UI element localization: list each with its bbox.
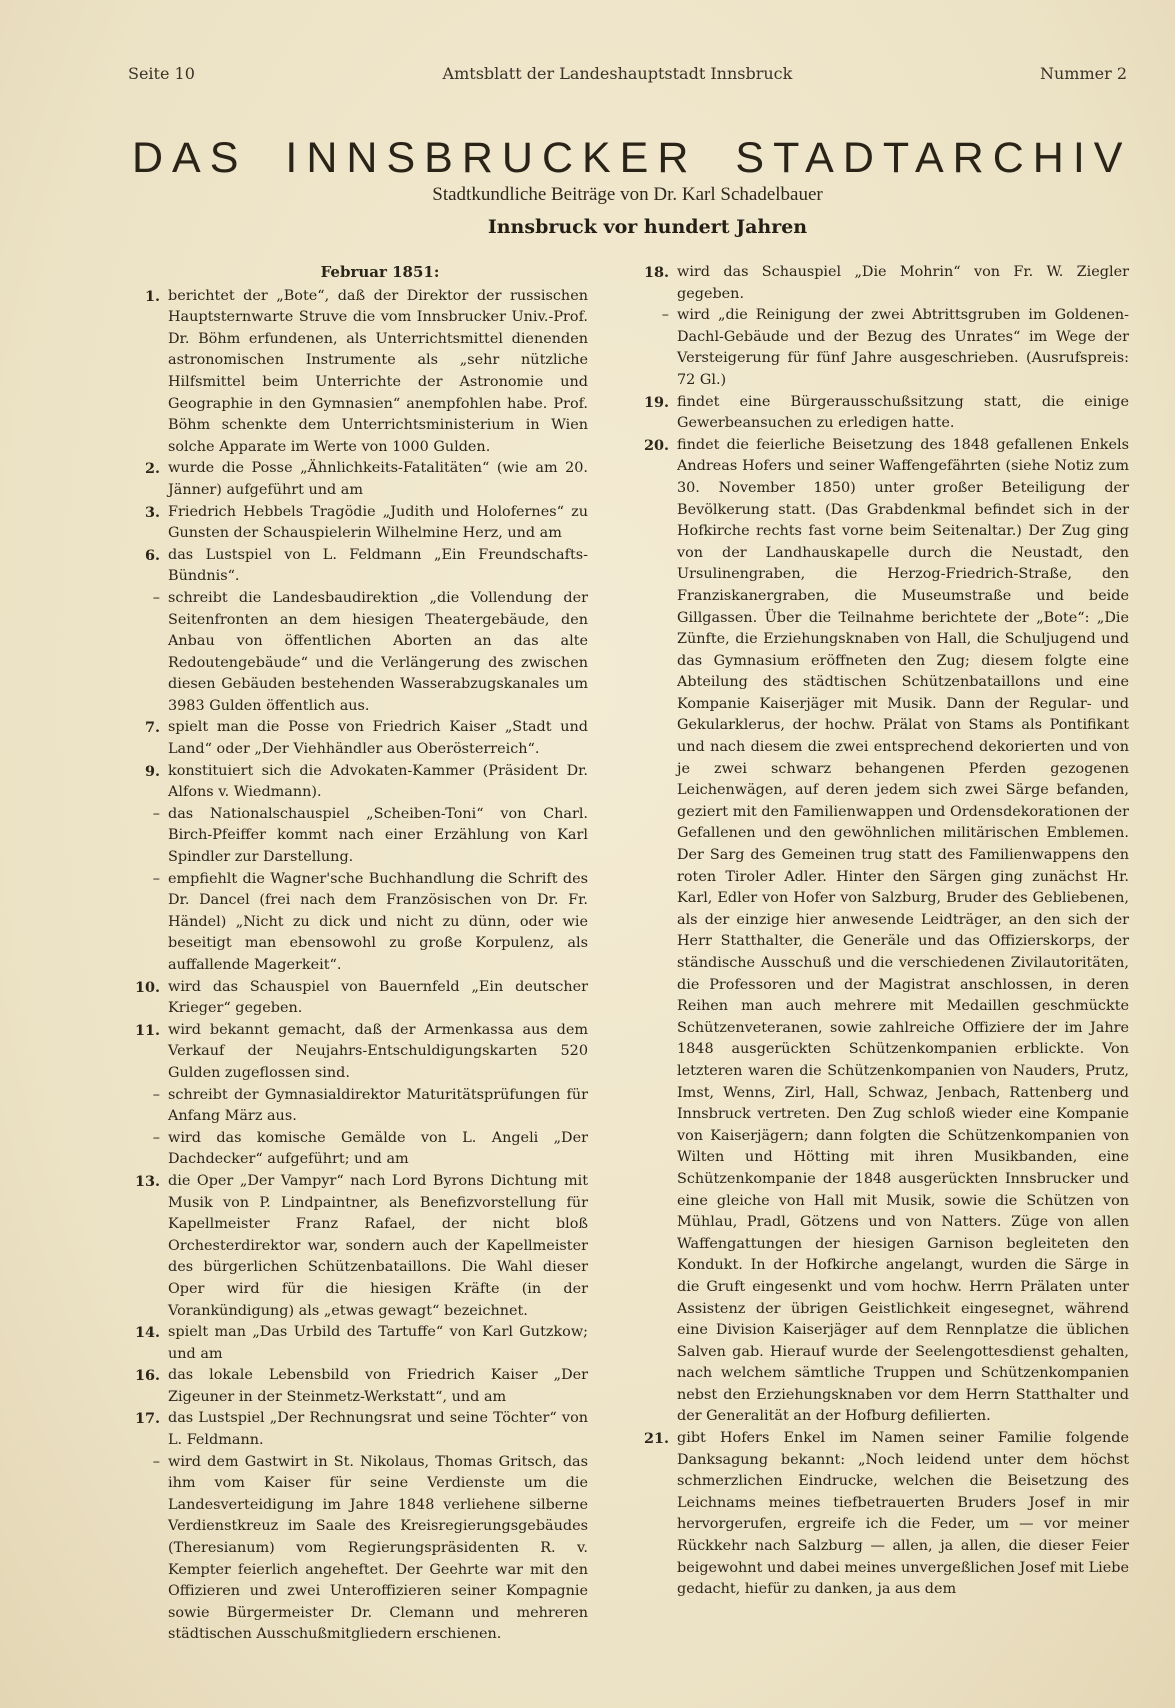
- publication-title: Amtsblatt der Landeshauptstadt Innsbruck: [442, 64, 793, 83]
- left-column: [132, 262, 588, 1646]
- chronicle-entry: [132, 458, 588, 501]
- entry-text: findet eine Bürgerausschußsitzung statt, die einige Gewerbeansuchen zu erledigen hatte.: [677, 393, 1129, 432]
- entry-text: empfiehlt die Wagner'sche Buchhandlung die Schrift des Dr. Dancel (frei nach dem Französischen von Dr. Fr. Händel) „Nicht zu dick und nicht zu dünn, oder wie beseitigt man ebensowohl zu große Korpulenz, als auffallende Magerkeit“.: [168, 870, 588, 973]
- entry-text: das Nationalschauspiel „Scheiben-Toni“ von Charl. Birch-Pfeiffer kommt nach einer Erzählung von Karl Spindler zur Darstellung.: [168, 805, 588, 866]
- entry-date: 1.: [144, 287, 160, 305]
- entry-date: 13.: [134, 1172, 160, 1190]
- chronicle-entry: [132, 1020, 588, 1085]
- entry-text: konstituiert sich die Advokaten-Kammer (Präsident Dr. Alfons v. Wiedmann).: [168, 762, 588, 801]
- entry-text: gibt Hofers Enkel im Namen seiner Familie folgende Danksagung bekannt: „Noch leidend unter dem höchst schmerzlichen Eindrucke, welchen die Beisetzung des Leichnams meines tiefbetrauerten Bruders Josef in mir hervorgerufen, ergreife ich die Feder, um — vor meiner Rückkehr nach Salzburg — allen, ja allen, die dieser Feier beigewohnt und dabei meines unvergeßlichen Josef mit Liebe gedacht, hiefür zu danken, ja aus dem: [677, 1430, 1129, 1598]
- left-entry-list: [132, 286, 588, 1646]
- chronicle-entry: [132, 1085, 588, 1128]
- entry-date: –: [152, 805, 160, 822]
- section-title: Innsbruck vor hundert Jahren: [487, 216, 808, 238]
- chronicle-entry: [132, 717, 588, 760]
- issue-number: Nummer 2: [1039, 64, 1127, 83]
- entry-date: 19.: [643, 393, 669, 411]
- entry-date: 6.: [144, 546, 160, 564]
- month-heading: Februar 1851:: [320, 263, 440, 281]
- chronicle-entry: [132, 1452, 588, 1646]
- entry-date: 20.: [643, 436, 669, 454]
- entry-text: das Lustspiel „Der Rechnungsrat und seine Töchter“ von L. Feldmann.: [168, 1410, 588, 1449]
- entry-date: –: [152, 870, 160, 887]
- chronicle-entry: [132, 1322, 588, 1365]
- entry-date: 10.: [134, 978, 160, 996]
- chronicle-entry: [132, 1408, 588, 1451]
- entry-text: Friedrich Hebbels Tragödie „Judith und Holofernes“ zu Gunsten der Schauspielerin Wilhelmine Herz, und am: [168, 503, 588, 542]
- chronicle-entry: [641, 305, 1129, 391]
- masthead: [132, 134, 1132, 183]
- entry-date: 7.: [144, 719, 160, 737]
- entry-date: 14.: [134, 1324, 160, 1342]
- chronicle-entry: [132, 1365, 588, 1408]
- entry-text: wird das komische Gemälde von L. Angeli „Der Dachdecker“ aufgeführt; und am: [168, 1129, 588, 1168]
- entry-date: 17.: [134, 1410, 160, 1428]
- chronicle-entry: [132, 1128, 588, 1171]
- chronicle-entry: [641, 392, 1129, 435]
- entry-date: 3.: [144, 503, 160, 521]
- entry-date: –: [152, 589, 160, 606]
- entry-date: 9.: [144, 762, 160, 780]
- entry-date: –: [152, 1086, 160, 1103]
- byline: Stadtkundliche Beiträge von Dr. Karl Schadelbauer: [432, 184, 823, 205]
- chronicle-entry: [132, 286, 588, 459]
- entry-text: berichtet der „Bote“, daß der Direktor der russischen Hauptsternwarte Struve die vom Innsbrucker Univ.-Prof. Dr. Böhm erfundenen, als Unterrichtsmittel dienenden astronomischen Instrumente als „sehr nützliche Hilfsmittel beim Unterrichte der Astronomie und Geographie in den Gymnasien“ anempfohlen habe. Prof. Böhm schenkte dem Unterrichtsministerium in Wien solche Apparate im Werte von 1000 Gulden.: [168, 287, 588, 455]
- entry-text: wird das Schauspiel von Bauernfeld „Ein deutscher Krieger“ gegeben.: [168, 978, 588, 1017]
- chronicle-entry: [132, 545, 588, 588]
- chronicle-entry: [132, 977, 588, 1020]
- entry-text: wurde die Posse „Ähnlichkeits-Fatalitäten“ (wie am 20. Jänner) aufgeführt und am: [168, 460, 588, 498]
- entry-text: schreibt der Gymnasialdirektor Maturitätsprüfungen für Anfang März aus.: [168, 1086, 588, 1125]
- masthead-word-3: STADTARCHIV: [735, 134, 1132, 182]
- chronicle-entry: [132, 761, 588, 804]
- chronicle-entry: [132, 502, 588, 545]
- chronicle-entry: [132, 804, 588, 869]
- masthead-word-2: INNSBRUCKER: [285, 134, 698, 182]
- entry-date: 16.: [134, 1367, 160, 1385]
- chronicle-entry: [641, 435, 1129, 1428]
- entry-date: 11.: [134, 1021, 160, 1039]
- entry-date: 2.: [144, 460, 160, 478]
- entry-date: –: [152, 1453, 160, 1470]
- entry-date: –: [661, 307, 669, 324]
- entry-text: das Lustspiel von L. Feldmann „Ein Freundschafts-Bündnis“.: [168, 546, 588, 585]
- entry-text: das lokale Lebensbild von Friedrich Kaiser „Der Zigeuner in der Steinmetz-Werkstatt“, und am: [168, 1367, 588, 1405]
- entry-date: 21.: [643, 1430, 669, 1448]
- chronicle-entry: [132, 1171, 588, 1322]
- page-number: Seite 10: [128, 64, 195, 83]
- right-column: [641, 262, 1129, 1601]
- entry-text: wird dem Gastwirt in St. Nikolaus, Thomas Gritsch, das ihm vom Kaiser für seine Verdienste um die Landesverteidigung im Jahre 1848 verliehene silberne Verdienstkreuz im Saale des Kreisregierungsgebäudes (Theresianum) vom Regierungspräsidenten R. v. Kempter feierlich angeheftet. Der Geehrte war mit den Offizieren und zwei Unteroffizieren seiner Kompagnie sowie Bürgermeister Dr. Clemann und mehreren städtischen Ausschußmitgliedern erschienen.: [168, 1453, 588, 1643]
- entry-text: spielt man „Das Urbild des Tartuffe“ von Karl Gutzkow; und am: [168, 1324, 588, 1362]
- chronicle-entry: [641, 1428, 1129, 1601]
- entry-text: findet die feierliche Beisetzung des 1848 gefallenen Enkels Andreas Hofers und seiner Waffengefährten (siehe Notiz zum 30. November 1850) unter großer Beteiligung der Bevölkerung statt. (Das Grabdenkmal befindet sich in der Hofkirche rechts fast vorne beim Seitenaltar.) Der Zug ging von der Landhauskapelle durch die Neustadt, den Ursulinengraben, die Herzog-Friedrich-Straße, den Franziskanergraben, die Museumstraße und beide Gillgassen. Über die Teilnahme berichtete der „Bote“: „Die Zünfte, die Erziehungsknaben von Hall, die Schuljugend und das Gymnasium eröffneten den Zug; diesem folgte eine Abteilung des städtischen Schützenbataillons und eine Kompanie Kaiserjäger mit Musik. Dann der Regular- und Gekularklerus, der hochw. Prälat von Stams als Pontifikant und nach diesem die zwei entsprechend dekorierten und von je zwei schwarz behangenen Pferden gezogenen Leichenwägen, auf deren jedem sich zwei Särge befanden, geziert mit den Familienwappen und Ordensdekorationen der Gefallenen und den gewöhnlichen militärischen Emblemen. Der Sarg des Gemeinen trug statt des Familienwappens den roten Tiroler Adler. Hinter den Särgen ging zunächst Hr. Karl, Edler von Hofer von Salzburg, Bruder des Gebliebenen, als der einzige hier anwesende Leidträger, an den sich der Herr Statthalter, die Generäle und das Offizierskorps, der ständische Ausschuß und die verschiedenen Zivilautoritäten, die Professoren und der Magistrat anschlossen, in deren Reihen man auch mehrere mit Medaillen geschmückte Schützenveteranen, sowie zahlreiche Offiziere der im Jahre 1848 ausgerückten Schützenkompanien erblickte. Von letzteren waren die Schützenkompanien von Nauders, Prutz, Imst, Wenns, Zirl, Hall, Schwaz, Jenbach, Rattenberg und Innsbruck vertreten. Den Zug schloß wieder eine Kompanie von Kaiserjägern; dann folgten die Schützenkompanien von Wilten und Hötting mit ihren Musikbanden, eine Schützenkompanie der 1848 ausgerückten Innsbrucker und eine gleiche von Hall mit Musik, sowie die Schützen von Mühlau, Pradl, Götzens und von Natters. Züge von allen Waffengattungen der hiesigen Garnison begleiteten den Kondukt. In der Hofkirche angelangt, wurden die Särge in die Gruft eingesenkt und vom hochw. Herrn Prälaten unter Assistenz der übrigen Geistlichkeit eingesegnet, während eine Division Kaiserjäger auf dem Rennplatze die üblichen Salven gab. Hierauf wurde der Seelengottesdienst gehalten, nach welchem sämtliche Truppen und Schützenkompanien nebst den Erziehungsknaben vor dem Herrn Statthalter und der Generalität an der Hofburg defilierten.: [677, 436, 1129, 1425]
- entry-text: wird das Schauspiel „Die Mohrin“ von Fr. W. Ziegler gegeben.: [677, 264, 1129, 302]
- right-entry-list: [641, 262, 1129, 1601]
- chronicle-entry: [132, 588, 588, 718]
- running-head: [128, 64, 1127, 83]
- entry-text: wird „die Reinigung der zwei Abtrittsgruben im Goldenen-Dachl-Gebäude und der Bezug des Unrates“ im Wege der Versteigerung für fünf Jahre ausgeschrieben. (Ausrufspreis: 72 Gl.): [677, 307, 1129, 388]
- entry-text: schreibt die Landesbaudirektion „die Vollendung der Seitenfronten an dem hiesigen Theatergebäude, den Anbau von öffentlichen Aborten an das alte Redoutengebäude“ und die Verlängerung des zwischen diesen Gebäuden bestehenden Wasserabzugskanales um 3983 Gulden öffentlich aus.: [168, 589, 588, 714]
- entry-date: –: [152, 1129, 160, 1146]
- chronicle-entry: [132, 869, 588, 977]
- entry-date: 18.: [643, 264, 669, 281]
- entry-text: die Oper „Der Vampyr“ nach Lord Byrons Dichtung mit Musik von P. Lindpaintner, als Benefizvorstellung für Kapellmeister Franz Rafael, der nicht bloß Orchesterdirektor war, sondern auch der Kapellmeister des bürgerlichen Schützenbataillons. Die Wahl dieser Oper wird für die hiesigen Kräfte (in der Vorankündigung) als „etwas gewagt“ bezeichnet.: [168, 1172, 588, 1319]
- entry-text: wird bekannt gemacht, daß der Armenkassa aus dem Verkauf der Neujahrs-Entschuldigungskarten 520 Gulden zugeflossen sind.: [168, 1021, 588, 1081]
- chronicle-entry: [641, 262, 1129, 305]
- masthead-word-1: DAS: [132, 134, 248, 182]
- entry-text: spielt man die Posse von Friedrich Kaiser „Stadt und Land“ oder „Der Viehhändler aus Oberösterreich“.: [168, 719, 588, 758]
